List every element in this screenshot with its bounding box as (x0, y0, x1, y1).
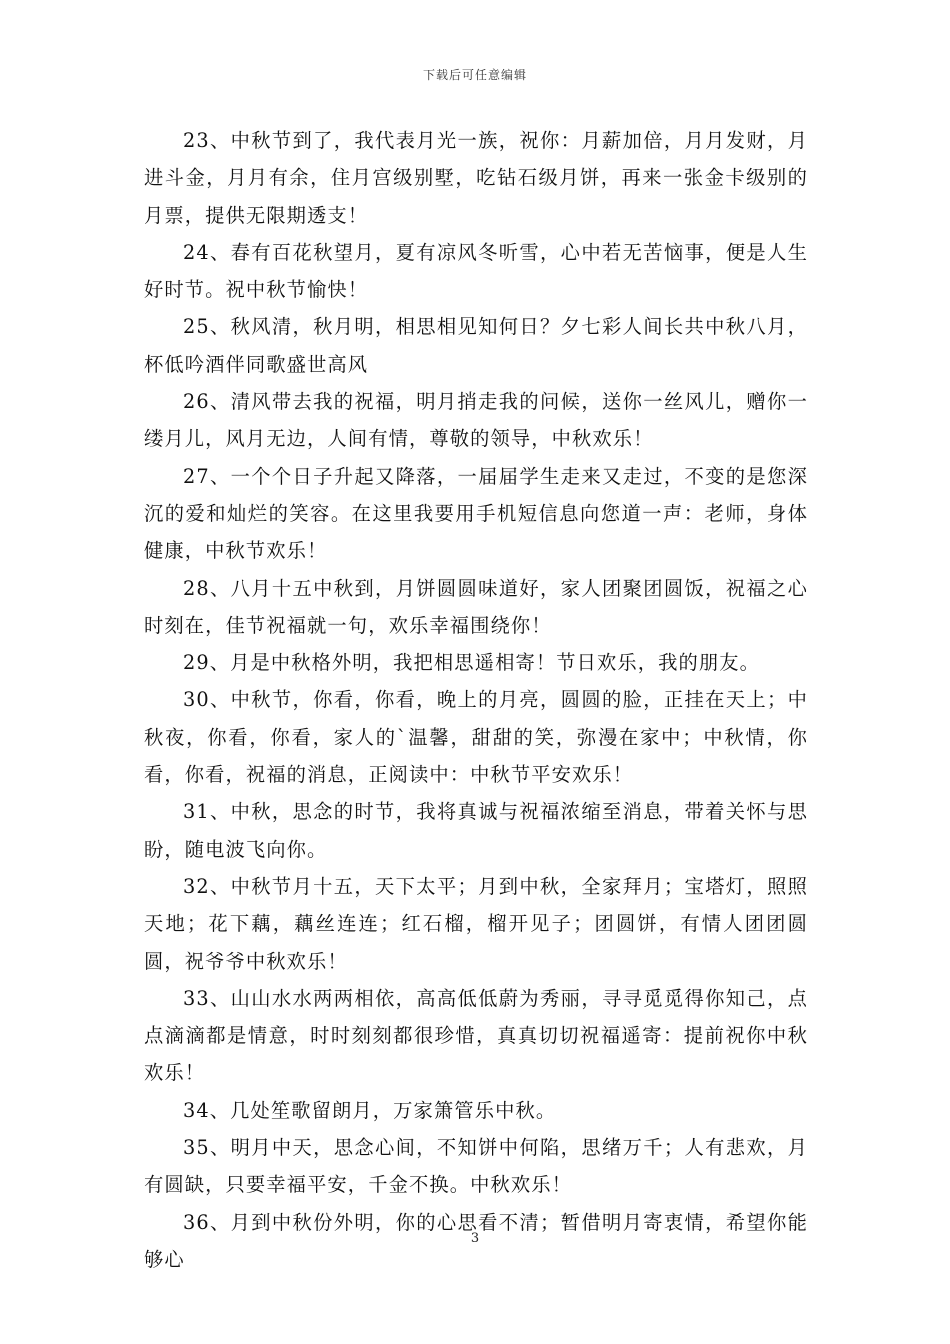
page-header: 下载后可任意编辑 (422, 68, 527, 82)
paragraph-31: 31、中秋，思念的时节，我将真诚与祝福浓缩至消息，带着关怀与思盼，随电波飞向你。 (144, 800, 808, 861)
paragraph-27: 27、一个个日子升起又降落，一届届学生走来又走过，不变的是您深沉的爱和灿烂的笑容。在这里我要用手机短信息向您道一声：老师，身体健康，中秋节欢乐！ (144, 464, 808, 563)
paragraph-29: 29、月是中秋格外明，我把相思遥相寄！节日欢乐，我的朋友。 (183, 651, 761, 675)
paragraph-33: 33、山山水水两两相依，高高低低蔚为秀丽，寻寻觅觅得你知己，点点滴滴都是情意，时时刻刻都很珍惜，真真切切祝福遥寄：提前祝你中秋欢乐！ (144, 986, 808, 1085)
document-body (144, 122, 808, 1278)
paragraph-26: 26、清风带去我的祝福，明月捎走我的问候，送你一丝风儿，赠你一缕月儿，风月无边，人间有情，尊敬的领导，中秋欢乐！ (144, 390, 808, 451)
paragraph-24: 24、春有百花秋望月，夏有凉风冬听雪，心中若无苦恼事，便是人生好时节。祝中秋节愉快！ (144, 240, 808, 302)
paragraph-23: 23、中秋节到了，我代表月光一族，祝你：月薪加倍，月月发财，月进斗金，月月有余，住月宫级别墅，吃钻石级月饼，再来一张金卡级别的月票，提供无限期透支！ (144, 129, 808, 227)
paragraph-34: 34、几处笙歌留朗月，万家箫管乐中秋。 (183, 1098, 557, 1122)
paragraph-25: 25、秋风清，秋月明，相思相见知何日？夕七彩人间长共中秋八月，杯低吟酒伴同歌盛世高风 (144, 315, 808, 376)
paragraph-28: 28、八月十五中秋到，月饼圆圆味道好，家人团聚团圆饭，祝福之心时刻在，佳节祝福就一句，欢乐幸福围绕你！ (144, 576, 808, 637)
paragraph-32: 32、中秋节月十五，天下太平；月到中秋，全家拜月；宝塔灯，照照天地；花下藕，藕丝连连；红石榴，榴开见子；团圆饼，有情人团团圆圆，祝爷爷中秋欢乐！ (144, 874, 808, 973)
paragraph-35: 35、明月中天，思念心间，不知饼中何陷，思绪万千；人有悲欢，月有圆缺，只要幸福平安，千金不换。中秋欢乐！ (144, 1136, 808, 1197)
paragraph-30: 30、中秋节，你看，你看，晚上的月亮，圆圆的脸，正挂在天上；中秋夜，你看，你看，家人的`温馨，甜甜的笑，弥漫在家中；中秋情，你看，你看，祝福的消息，正阅读中：中秋节平安欢乐！ (144, 688, 808, 787)
page-number: 3 (470, 1231, 480, 1246)
paragraph-36: 36、月到中秋份外明，你的心思看不清；暂借明月寄衷情，希望你能够心 (144, 1210, 808, 1271)
